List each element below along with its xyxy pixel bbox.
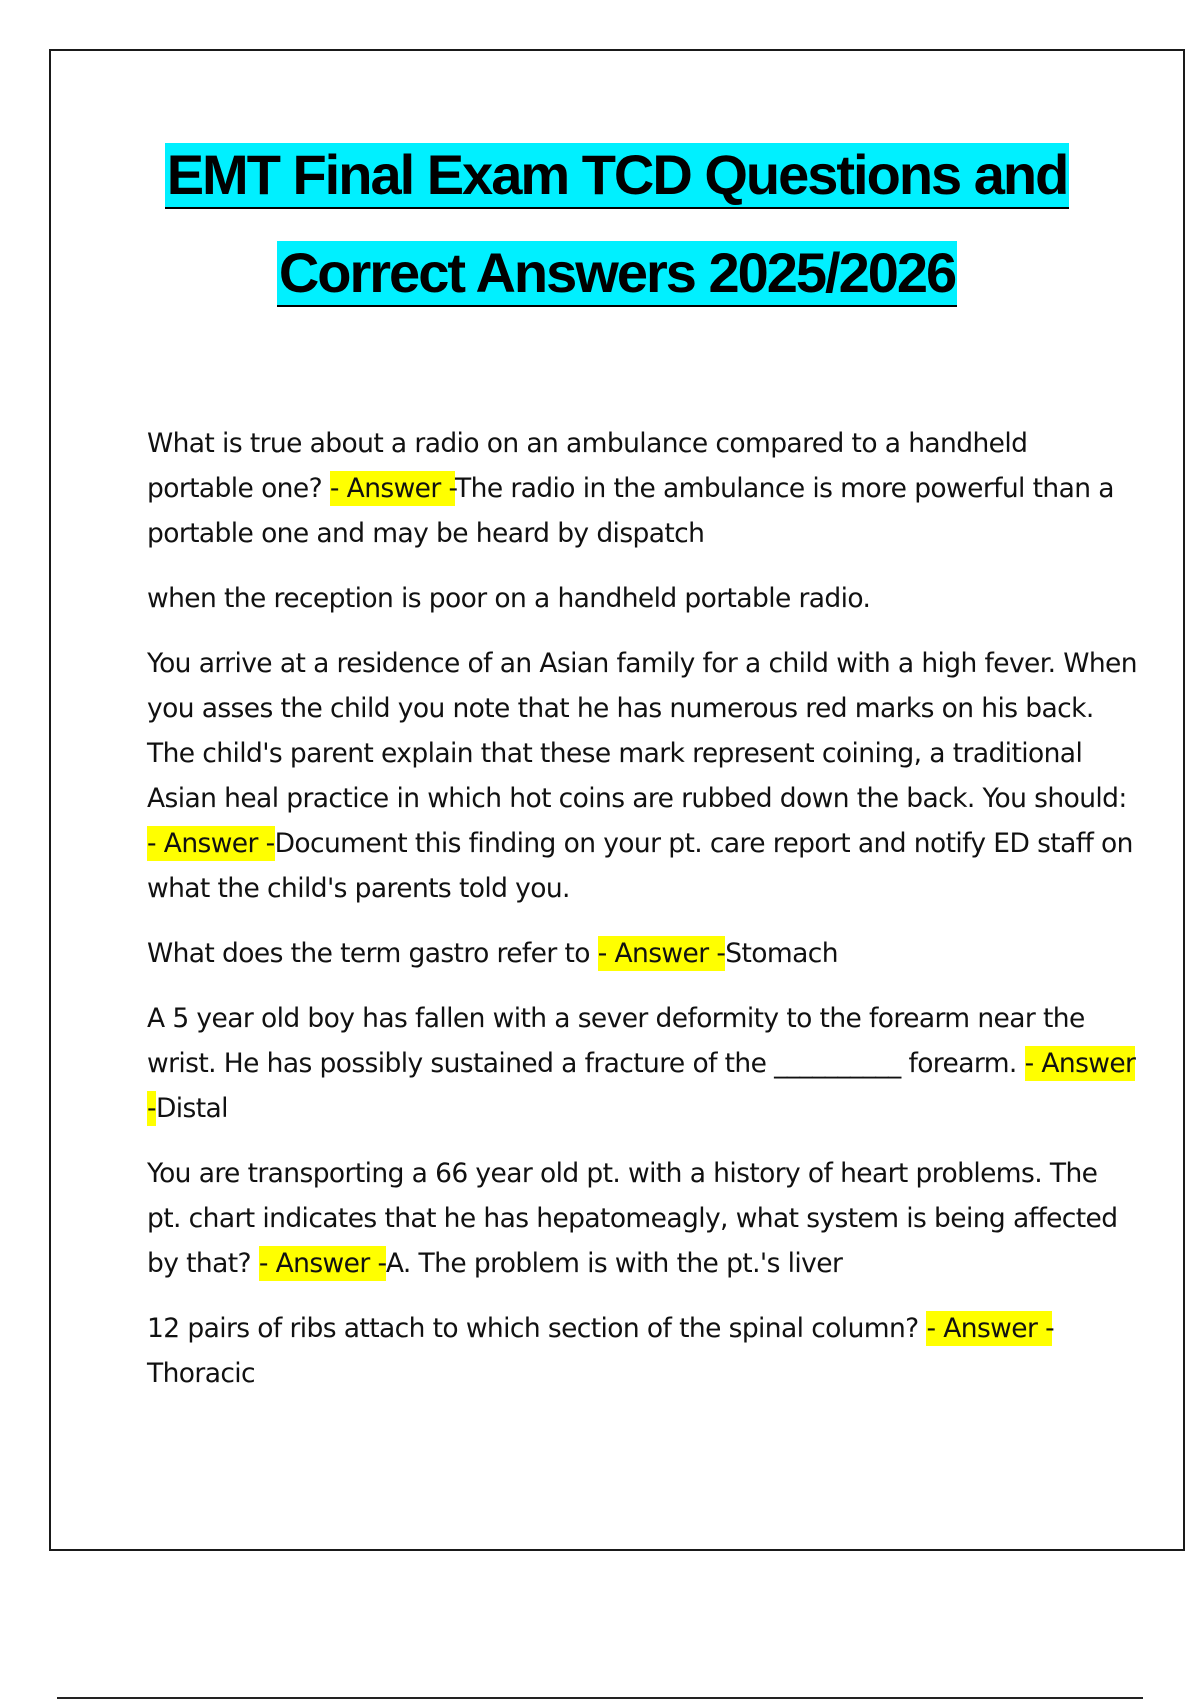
question-text: You arrive at a residence of an Asian family for a child with a high fever. When you asses the child you note that he has numerous red marks on his back. The child's parent explain that these mark represent coining, a traditional Asian heal practice in which hot coins are rubbed down the back. You should: — [147, 648, 1137, 814]
qa-item — [147, 1151, 1137, 1286]
qa-list — [147, 421, 1137, 1416]
answer-text: A. The problem is with the pt.'s liver — [385, 1248, 843, 1279]
qa-item — [147, 1306, 1137, 1396]
qa-item — [147, 421, 1137, 556]
question-text: What is true about a radio on an ambulance compared to a handheld portable one? — [147, 428, 1028, 504]
answer-marker: - Answer - — [258, 1248, 386, 1279]
answer-text: The radio in the ambulance is more powerful than a portable one and may be heard by dispatch — [147, 473, 1114, 549]
footer-rule — [57, 1697, 1143, 1699]
continuation-text: when the reception is poor on a handheld portable radio. — [147, 583, 871, 614]
qa-item — [147, 931, 1137, 976]
answer-text: Stomach — [725, 938, 838, 969]
answer-marker: - Answer - — [597, 938, 726, 969]
title-line-1: EMT Final Exam TCD Questions and — [165, 143, 1070, 209]
answer-text: Distal — [155, 1093, 228, 1124]
question-text: What does the term gastro refer to — [147, 938, 598, 969]
qa-item — [147, 996, 1137, 1131]
qa-continuation — [147, 576, 1137, 621]
answer-text: Document this finding on your pt. care report and notify ED staff on what the child's parents told you. — [147, 828, 1133, 904]
answer-marker: - Answer - — [147, 828, 275, 859]
qa-item — [147, 641, 1137, 911]
question-text: A 5 year old boy has fallen with a sever deformity to the forearm near the wrist. He has possibly sustained a fracture of the __________ forearm. — [147, 1003, 1085, 1079]
title-line-2: Correct Answers 2025/2026 — [277, 241, 957, 307]
answer-marker: - Answer - — [147, 1048, 1136, 1124]
page-border — [49, 49, 1185, 1551]
question-text: You are transporting a 66 year old pt. with a history of heart problems. The pt. chart indicates that he has hepatomeagly, what system is being affected by that? — [147, 1158, 1118, 1279]
answer-text: Thoracic — [147, 1358, 256, 1389]
document-title — [51, 143, 1183, 339]
answer-marker: - Answer - — [926, 1313, 1052, 1344]
answer-marker: - Answer - — [329, 473, 456, 504]
question-text: 12 pairs of ribs attach to which section of the spinal column? — [147, 1313, 927, 1344]
